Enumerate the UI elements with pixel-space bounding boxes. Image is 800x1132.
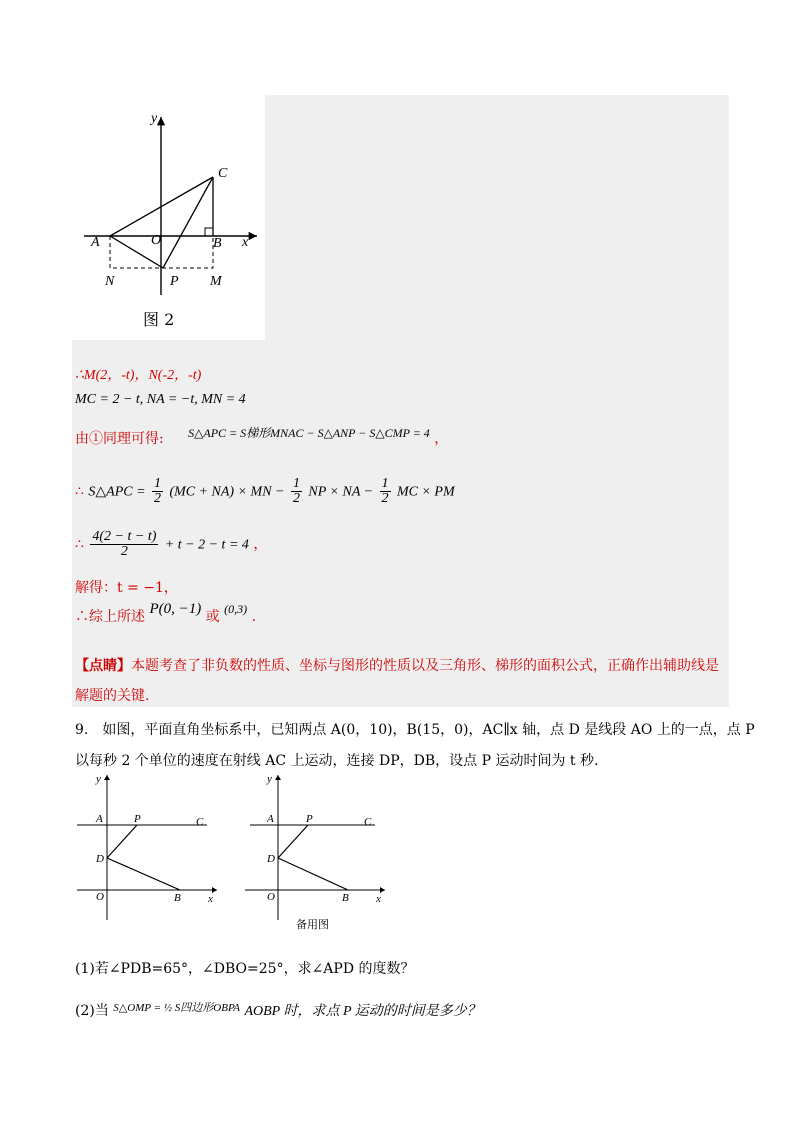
label-P: P [134, 813, 141, 825]
solution-line-3-suffix: ， [434, 431, 449, 447]
label-A: A [96, 813, 103, 825]
solution-line-5 [75, 530, 267, 559]
problem-9-line-2: 以每秒 2 个单位的速度在射线 AC 上运动，连接 DP，DB，设点 P 运动时间为 t 秒. [75, 753, 599, 769]
solution-line-7-or: 或 [205, 609, 220, 625]
right-angle-mark [205, 228, 213, 236]
comment-text-1: 本题考查了非负数的性质、坐标与图形的性质以及三角形、梯形的面积公式，正确作出辅助线是 [131, 658, 719, 674]
comment-line-2: 解题的关键. [75, 688, 150, 704]
label-A: A [267, 813, 274, 825]
label-B: B [213, 236, 222, 251]
fraction-half-1: $\frac{1}{2}$ [153, 476, 161, 506]
comment-tag: 【点睛】 [75, 658, 131, 674]
label-C: C [196, 816, 204, 828]
solution-line-4-c: MC × PM [396, 484, 455, 500]
problem-9-line-1: 9. 如图，平面直角坐标系中，已知两点 A(0，10)，B(15，0)，AC∥x 轴，点 D 是线段 AO 上的一点，点 P [75, 722, 755, 738]
solution-line-7-p2: (0,3) [224, 602, 248, 616]
label-O: O [267, 891, 275, 903]
solution-line-6: 解得：t = −1， [75, 580, 178, 596]
label-O: O [151, 233, 162, 248]
solution-line-5-rest: + t − 2 − t = 4 [164, 537, 249, 553]
fraction-main: $\frac{4(2 - t - t)}{2}$ [92, 529, 157, 559]
solution-line-4-b: NP × NA − [308, 484, 374, 500]
question-1: (1)若∠PDB=65°，∠DBO=25°，求∠APD 的度数？ [75, 961, 415, 977]
solution-line-5-suffix: ， [253, 536, 268, 553]
label-x: x [208, 893, 213, 905]
figure-2-caption: 图 2 [143, 310, 175, 329]
label-x: x [376, 893, 381, 905]
label-y: y [151, 111, 158, 126]
solution-line-4-prefix: ∴ [75, 483, 84, 500]
label-A: A [91, 235, 100, 250]
question-2 [75, 1000, 481, 1020]
solution-line-3 [75, 428, 448, 448]
label-P: P [170, 274, 179, 289]
question-2-prefix: (2)当 [75, 1003, 109, 1019]
solution-line-7-p1: P(0, −1) [149, 601, 202, 617]
solution-line-3-math: S△APC = S梯形MNAC − S△ANP − S△CMP = 4 [188, 426, 430, 440]
segment-DB [278, 858, 348, 890]
solution-line-2: MC = 2 − t, NA = −t, MN = 4 [75, 392, 246, 407]
label-O: O [96, 891, 104, 903]
solution-line-4 [75, 477, 455, 506]
label-y: y [96, 773, 101, 785]
solution-line-7 [75, 601, 257, 626]
solution-line-4-s: S△APC = [88, 484, 146, 500]
label-B: B [174, 892, 181, 904]
solution-line-7-prefix: ∴综上所述 [75, 609, 145, 625]
figure-2 [72, 95, 265, 340]
label-B: B [342, 892, 349, 904]
fraction-half-2: $\frac{1}{2}$ [292, 476, 300, 506]
solution-line-3-prefix: 由①同理可得: [75, 431, 164, 447]
question-2-math: S△OMP = ½ S四边形OBPA [113, 1002, 240, 1014]
solution-line-1: ∴M(2，-t)，N(-2，-t) [75, 368, 202, 383]
question-2-suffix: AOBP 时，求点 P 运动的时间是多少？ [244, 1004, 481, 1019]
label-x: x [242, 235, 249, 250]
solution-line-5-prefix: ∴ [75, 536, 84, 553]
label-D: D [96, 853, 104, 865]
label-P: P [306, 813, 313, 825]
spare-caption: 备用图 [296, 918, 329, 931]
solution-line-7-suffix: . [251, 609, 257, 625]
segment-DP [107, 825, 137, 858]
label-M: M [210, 274, 222, 289]
segment-DB [107, 858, 180, 890]
problem-9-figure-main [72, 770, 222, 930]
label-D: D [267, 853, 275, 865]
solution-line-4-a: (MC + NA) × MN − [169, 484, 285, 500]
segment-DP [278, 825, 308, 858]
label-C: C [218, 166, 228, 181]
label-C: C [364, 816, 372, 828]
problem-9-figure-spare [240, 770, 390, 935]
fraction-half-3: $\frac{1}{2}$ [381, 476, 389, 506]
comment-line-1 [75, 655, 719, 675]
label-y: y [267, 773, 272, 785]
label-N: N [105, 274, 115, 289]
